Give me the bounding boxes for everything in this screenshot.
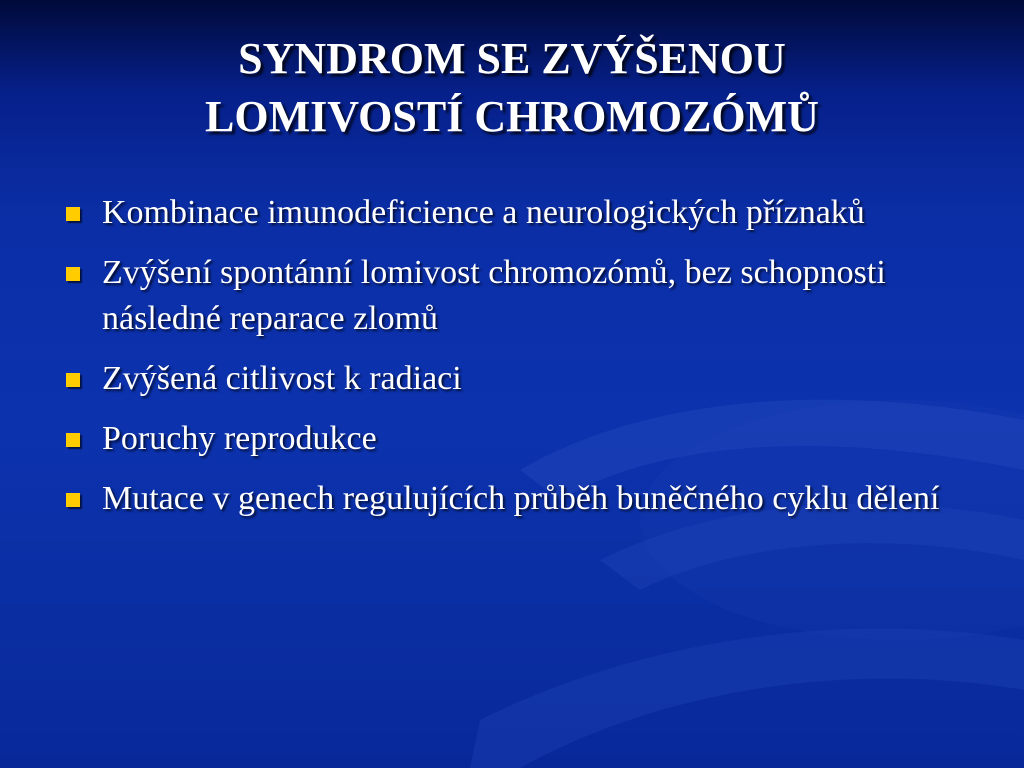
bullet-item xyxy=(60,476,960,522)
bullet-square-icon xyxy=(66,267,80,281)
bullet-item xyxy=(60,250,960,342)
slide-title xyxy=(40,30,984,146)
bullet-item xyxy=(60,416,960,462)
bullet-text: Mutace v genech regulujících průběh buněčného cyklu dělení xyxy=(102,480,940,517)
bullet-text: Zvýšená citlivost k radiaci xyxy=(102,360,462,397)
swoosh-arc-3 xyxy=(470,629,1024,768)
bullet-text: Kombinace imunodeficience a neurologických příznaků xyxy=(102,194,865,231)
bullet-square-icon xyxy=(66,433,80,447)
bullet-text: Poruchy reprodukce xyxy=(102,420,377,457)
bullet-square-icon xyxy=(66,207,80,221)
bullet-list xyxy=(60,190,960,536)
bullet-text: Zvýšení spontánní lomivost chromozómů, bez schopnosti následné reparace zlomů xyxy=(102,254,886,337)
bullet-item xyxy=(60,190,960,236)
bullet-square-icon xyxy=(66,493,80,507)
bullet-item xyxy=(60,356,960,402)
slide-title-line-1: SYNDROM SE ZVÝŠENOU xyxy=(238,34,786,83)
slide-title-line-2: LOMIVOSTÍ CHROMOZÓMŮ xyxy=(205,92,819,141)
bullet-square-icon xyxy=(66,373,80,387)
